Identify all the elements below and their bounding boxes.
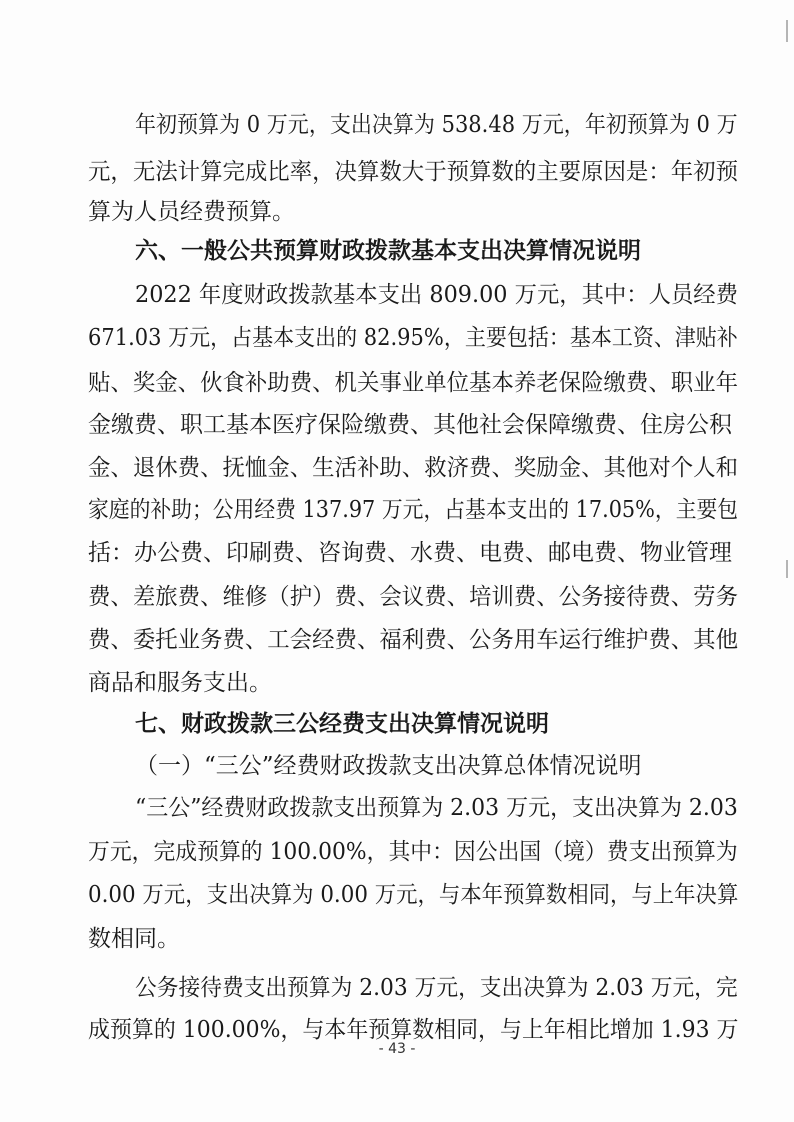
body-text-line: [0, 538, 794, 568]
body-text-line: [0, 582, 794, 612]
body-text-line: [0, 453, 794, 483]
body-text-line: [0, 323, 794, 353]
text-span: （一）“三公”经费财政拨款支出决算总体情况说明: [135, 753, 642, 779]
scan-edge-mark: [786, 20, 788, 42]
text-span: 家庭的补助；公用经费 137.97 万元，占基本支出的 17.05%，主要包: [88, 497, 739, 523]
text-span: 元，无法计算完成比率，决算数大于预算数的主要原因是：年初预: [88, 159, 738, 185]
section-heading-6: [0, 236, 794, 266]
body-text-line: [0, 973, 794, 1003]
text-span: 0.00 万元，支出决算为 0.00 万元，与本年预算数相同，与上年决算: [88, 882, 739, 908]
body-text-line: [0, 880, 794, 910]
body-text-line: [0, 837, 794, 867]
heading-text: 六、一般公共预算财政拨款基本支出决算情况说明: [135, 238, 641, 264]
text-span: 671.03 万元，占基本支出的 82.95%，主要包括：基本工资、津贴补: [88, 325, 738, 351]
text-span: 贴、奖金、伙食补助费、机关事业单位基本养老保险缴费、职业年: [88, 370, 738, 396]
text-span: 费、差旅费、维修（护）费、会议费、培训费、公务接待费、劳务: [88, 584, 738, 610]
body-text-line: [0, 280, 794, 310]
section-heading-7: [0, 709, 794, 739]
body-text-line: [0, 668, 794, 698]
text-span: 费、委托业务费、工会经费、福利费、公务用车运行维护费、其他: [88, 627, 738, 653]
body-text-line: [0, 410, 794, 440]
subsection-heading: [0, 751, 794, 781]
body-text-line: [0, 368, 794, 398]
body-text-line: [0, 110, 794, 140]
body-text-line: [0, 157, 794, 187]
text-span: “三公”经费财政拨款支出预算为 2.03 万元，支出决算为 2.03: [135, 795, 738, 821]
text-span: 商品和服务支出。: [88, 670, 272, 696]
text-span: 2022 年度财政拨款基本支出 809.00 万元，其中：人员经费: [135, 282, 738, 308]
heading-text: 七、财政拨款三公经费支出决算情况说明: [135, 711, 549, 737]
text-span: 成预算的 100.00%，与本年预算数相同，与上年相比增加 1.93 万: [88, 1017, 739, 1043]
text-span: 万元，完成预算的 100.00%，其中：因公出国（境）费支出预算为: [88, 839, 738, 865]
page-number: - 43 -: [378, 1041, 416, 1057]
text-span: 年初预算为 0 万元，支出决算为 538.48 万元，年初预算为 0 万: [135, 112, 738, 138]
body-text-line: [0, 793, 794, 823]
text-span: 算为人员经费预算。: [88, 199, 295, 225]
text-span: 金缴费、职工基本医疗保险缴费、其他社会保障缴费、住房公积: [88, 412, 732, 438]
text-span: 金、退休费、抚恤金、生活补助、救济费、奖励金、其他对个人和: [88, 455, 738, 481]
body-text-line: [0, 625, 794, 655]
text-span: 公务接待费支出预算为 2.03 万元，支出决算为 2.03 万元，完: [135, 975, 738, 1001]
body-text-line: [0, 924, 794, 954]
body-text-line: [0, 495, 794, 525]
body-text-line: [0, 197, 794, 227]
text-span: 括：办公费、印刷费、咨询费、水费、电费、邮电费、物业管理: [88, 540, 732, 566]
text-span: 数相同。: [88, 926, 180, 952]
